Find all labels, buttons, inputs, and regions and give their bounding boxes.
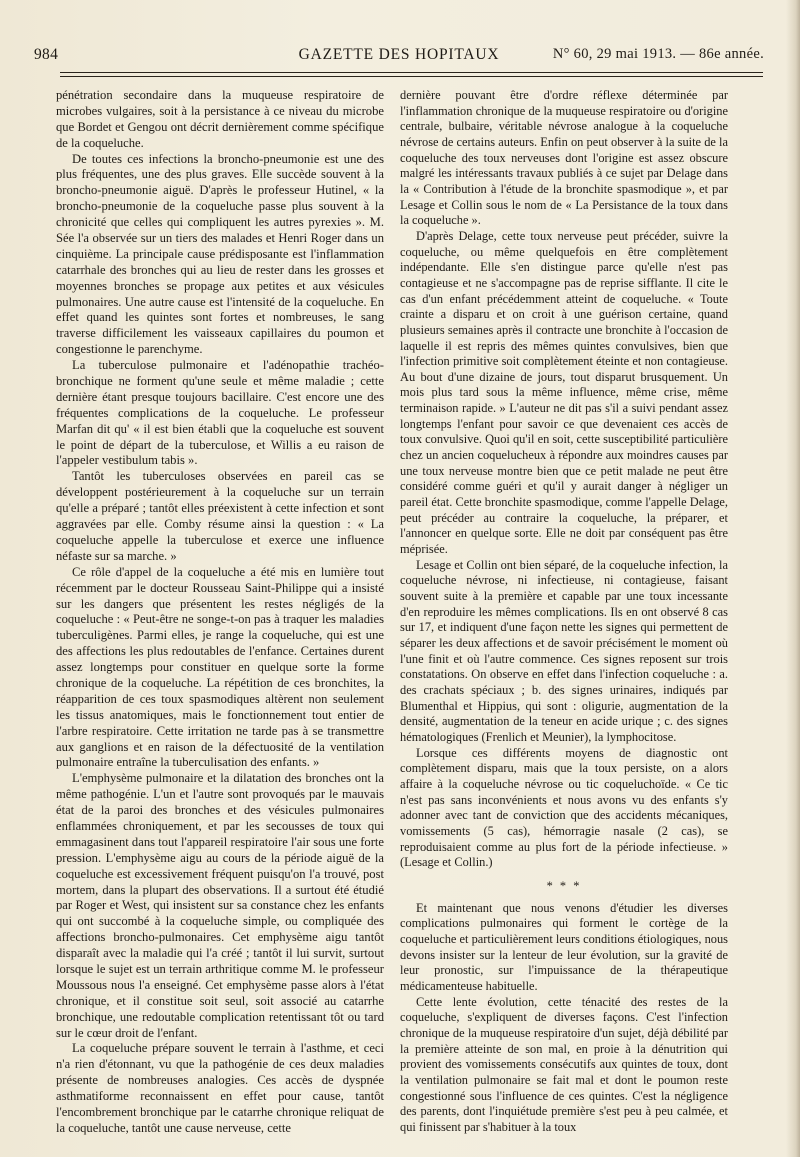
header-rule-thin	[60, 76, 763, 77]
paragraph: La tuberculose pulmonaire et l'adénopathie trachéo-bronchique ne forment qu'une seule et même maladie ; cette dernière étant presque toujours bacillaire. C'est encore une des fréquentes complications de la coqueluche. Le professeur Marfan dit qu' « il est bien établi que la coqueluche est souvent le point de départ de la tuberculose, et Willis a eu raison de l'appeler vestibulum tabis ».	[56, 358, 384, 468]
paragraph: dernière pouvant être d'ordre réflexe déterminée par l'inflammation chronique de la muqueuse respiratoire ou d'origine centrale, bulbaire, véritable névrose analogue à la coqueluche névrose de certains auteurs. Enfin on peut observer à la suite de la coqueluche des toux nerveuses dont l'origine est assez obscure malgré les intéressants travaux publiés à ce sujet par Delage dans la « Contribution à l'étude de la bronchite spasmodique », et par Lesage et Collin sous le nom de « La Persistance de la toux dans la coqueluche ».	[400, 88, 728, 228]
paragraph: Lesage et Collin ont bien séparé, de la coqueluche infection, la coqueluche névrose, ni infectieuse, ni contagieuse, faisant souvent suite à la première et capable par une toux incessante d'en reproduire les mêmes complications. Ils en ont observé 8 cas sur 17, et indiquent d'une façon nette les signes qui permettent de séparer les deux affections et de savoir précisément le moment où l'une finit et où l'autre commence. Ces signes reposent sur trois constatations. On observe en effet dans l'infection coqueluche : a. des crachats spéciaux ; b. des signes urinaires, indiqués par Blumenthal et Hippius, qui sont : oligurie, augmentation de la densité, augmentation de la teneur en acide urique ; c. des signes hématologiques (Frenlich et Meunier), la lymphocitose.	[400, 557, 728, 744]
section-separator: * * *	[546, 878, 582, 893]
paragraph: Lorsque ces différents moyens de diagnostic ont complètement disparu, mais que la toux persiste, on a alors affaire à la coqueluche névrose ou tic coqueluchoïde. « Ce tic n'est pas sans inconvénients et nous avons vu des enfants s'y adonner avec tant de conviction que des accidents mécaniques, vomissements (5 cas), hémorragie nasale (2 cas), se reproduisaient comme au plus fort de la période infectieuse. » (Lesage et Collin.)	[400, 745, 728, 870]
paragraph: La coqueluche prépare souvent le terrain à l'asthme, et ceci n'a rien d'étonnant, vu que la pathogénie de ces deux maladies présente de nombreuses analogies. Ces accès de dyspnée asthmatiforme reconnaissent en effet pour cause, tantôt l'encombrement bronchique par le catarrhe chronique reliquat de la coqueluche, tantôt une cause nerveuse, cette	[56, 1041, 384, 1135]
paragraph: D'après Delage, cette toux nerveuse peut précéder, suivre la coqueluche, ou même quelquefois en être complètement indépendante. Elle s'en distingue parce qu'elle n'est pas contagieuse et ne s'accompagne pas de reprise sifflante. Il cite le cas d'un enfant précédemment atteint de coqueluche. « Toute crainte a disparu et on croit à une guérison certaine, quand plusieurs semaines après il contracte une bronchite à l'occasion de laquelle il est repris des mêmes quintes convulsives, bien que l'infection primitive soit complètement éteinte et non contagieuse. Au bout d'une dizaine de jours, tout disparut brusquement. Un mois plus tard sous la même influence, même crise, même terminaison rapide. » L'auteur ne dit pas s'il a suivi pendant assez longtemps l'enfant pour savoir ce que devenaient ces accès de toux convulsive. Quoi qu'il en soit, cette susceptibilité particulière chez un ancien coquelucheux à répondre aux moindres causes par une toux nerveuse montre bien que ce petit malade ne peut être considéré comme guéri et qu'il y aurait danger à négliger un pareil état. Cette bronchite spasmodique, comme l'appelle Delage, peut précéder au contraire la coqueluche, la préparer, et l'annoncer en quelque sorte. Elle ne doit par conséquent pas être méprisée.	[400, 228, 728, 557]
paragraph: Ce rôle d'appel de la coqueluche a été mis en lumière tout récemment par le docteur Rousseau Saint-Philippe qui a insisté sur les dangers que présentent les restes négligés de la coqueluche : « Peut-être ne songe-t-on pas à traquer les maladies tuberculigènes. Parmi elles, je range la coqueluche, qui est une des affections les plus redoutables de l'enfance. Certaines durent assez longtemps pour constituer en quelque sorte la forme chronique de la coqueluche. La répétition de ces bronchites, la réapparition de ces toux spasmodiques altèrent non seulement les tissus anatomiques, mais le fonctionnement tout entier de l'arbre respiratoire. Cette irritation ne tarde pas à se transmettre aux ganglions et en raison de la défectuosité de la ventilation pulmonaire entraîne la tuberculisation des enfants. »	[56, 564, 384, 770]
paragraph: De toutes ces infections la broncho-pneumonie est une des plus fréquentes, une des plus graves. Elle succède souvent à la broncho-pneumonie aiguë. D'après le professeur Hutinel, « la broncho-pneumonie de la coqueluche passe plus souvent à la chronicité que celles qui compliquent les autres pyrexies ». M. Sée l'a observée sur un tiers des malades et Henri Roger dans un cinquième. La principale cause prédisposante est l'inflammation catarrhale des bronches qui au lieu de rester dans les grosses et moyennes bronches se propage aux petites et aux vésicules pulmonaires. Une autre cause est l'intensité de la coqueluche. En effet quand les quintes sont fortes et nombreuses, le sang traverse difficilement les vaisseaux capillaires du poumon et congestionne le parenchyme.	[56, 151, 384, 357]
paragraph: Et maintenant que nous venons d'étudier les diverses complications pulmonaires qui forment le cortège de la coqueluche et particulièrement leurs conditions étiologiques, nous devons insister sur la lenteur de leur évolution, sur la gravité de leur pronostic, sur l'impuissance de la thérapeutique médicamenteuse habituelle.	[400, 900, 728, 994]
header-rule-thick	[60, 72, 763, 73]
paragraph: L'emphysème pulmonaire et la dilatation des bronches ont la même pathogénie. L'un et l'autre sont provoqués par le mauvais état de la paroi des bronches et des vésicules pulmonaires enflammées chroniquement, et par les secousses de toux qui emmagasinent dans tout l'appareil respiratoire l'air sous une forte pression. L'emphysème aigu au cours de la période aiguë de la coqueluche est excessivement fréquent puisqu'on l'a trouvé, post mortem, dans la plupart des observations. Il a surtout été étudié par Roger et West, qui insistent sur sa constance chez les enfants qui ont succombé à la coqueluche simple, ou compliquée des affections broncho-pulmonaires. Cet emphysème aigu tantôt disparaît avec la maladie qui l'a créé ; tantôt il lui survit, surtout lorsque le sujet est un terrain arthritique comme M. le professeur Moussous nous l'a enseigné. Cet emphysème passe alors à l'état chronique, et il constitue soit seul, soit associé au catarrhe bronchique, une redoutable complication retentissant tôt ou tard sur le cœur droit de l'enfant.	[56, 771, 384, 1040]
publication-title: GAZETTE DES HOPITAUX	[298, 46, 500, 63]
paragraph: pénétration secondaire dans la muqueuse respiratoire de microbes vulgaires, soit à la persistance à ce niveau du microbe que Bordet et Gengou ont décrit dernièrement comme spécifique de la coqueluche.	[56, 88, 384, 150]
page-header	[34, 44, 764, 70]
paragraph: Tantôt les tuberculoses observées en pareil cas se développent postérieurement à la coqueluche sur un terrain qu'elle a préparé ; tantôt elles préexistent à cette infection et sont aggravées par elle. Comby résume ainsi la question : « La coqueluche appelle la tuberculose et exerce une influence néfaste sur sa marche. »	[56, 469, 384, 563]
paragraph: Cette lente évolution, cette ténacité des restes de la coqueluche, s'expliquent de diverses façons. C'est l'infection chronique de la muqueuse respiratoire d'un sujet, déjà débilité par la première atteinte de son mal, en proie à la dénutrition qui provient des vomissements consécutifs aux quintes de toux, dont la ventilation pulmonaire se fait mal et dont le poumon reste congestionné sous l'influence de ces quintes. C'est la négligence des parents, dont l'inquiétude première s'est peu à peu calmée, et qui finissent par s'habituer à la toux	[400, 994, 728, 1134]
issue-info: N° 60, 29 mai 1913. — 86e année.	[552, 46, 764, 62]
page-number: 984	[34, 46, 59, 63]
page-edge-shadow	[786, 0, 800, 1157]
right-column	[400, 88, 728, 1136]
left-column	[56, 88, 384, 1137]
